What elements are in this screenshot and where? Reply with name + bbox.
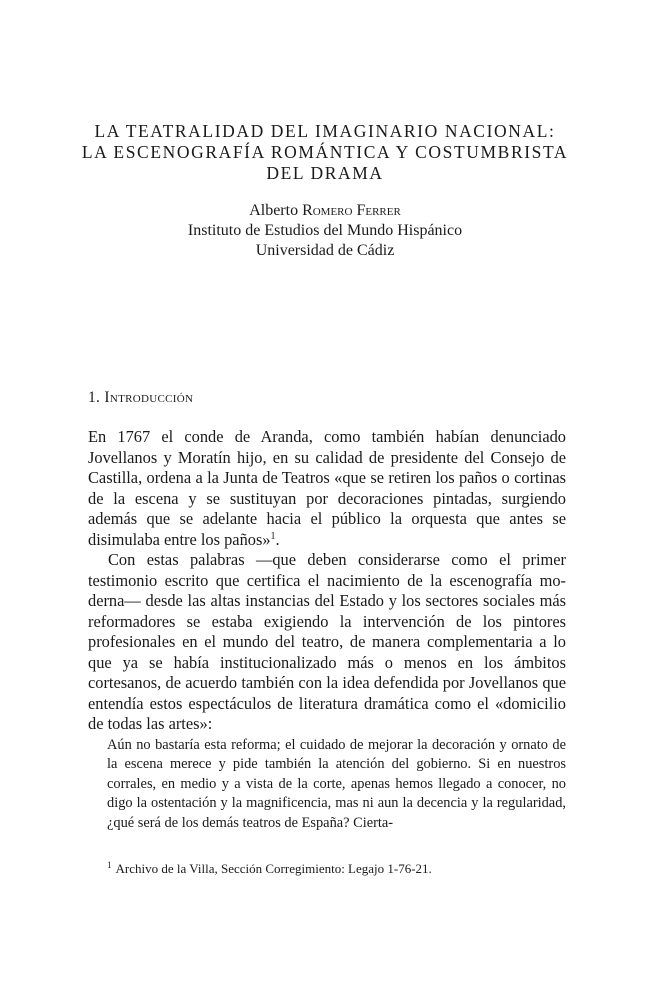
footnote-number: 1 <box>107 860 112 870</box>
title-line-2: LA ESCENOGRAFÍA ROMÁNTICA Y COSTUMBRISTA <box>81 142 569 162</box>
paragraph-1-text: En 1767 el conde de Aranda, como también habían denunciado Jovellanos y Moratín hijo, en su calidad de presidente del Consejo de Castilla, ordena a la Junta de Teatros «que se retiren los paños o cortinas de la escena y se sustituyan por decoraciones pintadas, surgiendo además que se adelante hacia el público la orquesta que antes se disimulaba entre los paños» <box>88 427 566 549</box>
footnote <box>107 860 432 877</box>
author-surname: Romero Ferrer <box>302 202 401 219</box>
paragraph-1 <box>88 427 566 550</box>
author-institute: Instituto de Estudios del Mundo Hispánico <box>187 222 463 239</box>
author-affiliation <box>60 201 590 261</box>
title-line-3: DEL DRAMA <box>266 163 384 183</box>
author-name <box>60 201 590 221</box>
paragraph-1-end: . <box>275 529 280 549</box>
footnote-reference: 1 <box>270 530 276 542</box>
paragraph-2: Con estas palabras —que deben considerarse como el primer testimonio escrito que certifica el nacimiento de la escenografía moderna— desde las altas instancias del Estado y los sectores sociales más reformadores se estaba exigiendo la intervención de los pintores profesionales en el mundo del teatro, de manera complementaria a lo que ya se había institucionalizado más o menos en los ámbitos cortesanos, de acuerdo también con la idea defendida por Jovellanos que entendía estos espectáculos de literatura dramática como el «domicilio de todas las artes»: <box>88 550 566 733</box>
author-first-name: Alberto <box>249 202 299 219</box>
block-quote: Aún no bastaría esta reforma; el cuidado de mejorar la decoración y ornato de la escena merece y pide también la atención del gobierno. Si en nuestros corrales, en medio y a vista de la corte, apenas hemos llegado a conocer, no digo la ostentación y la magnificencia, mas ni aun la decencia y la regularidad, ¿qué será de los demás teatros de España? Cierta- <box>107 737 566 831</box>
section-number: 1. <box>88 389 101 406</box>
title-line-1: LA TEATRALIDAD DEL IMAGINARIO NACIONAL: <box>94 121 556 141</box>
footnote-text: Archivo de la Villa, Sección Corregimiento: Legajo 1-76-21. <box>115 861 432 876</box>
section-heading <box>88 389 193 407</box>
body-text <box>88 427 566 735</box>
section-title: Introducción <box>104 389 194 406</box>
author-university: Universidad de Cádiz <box>255 242 395 259</box>
article-title <box>60 121 590 184</box>
